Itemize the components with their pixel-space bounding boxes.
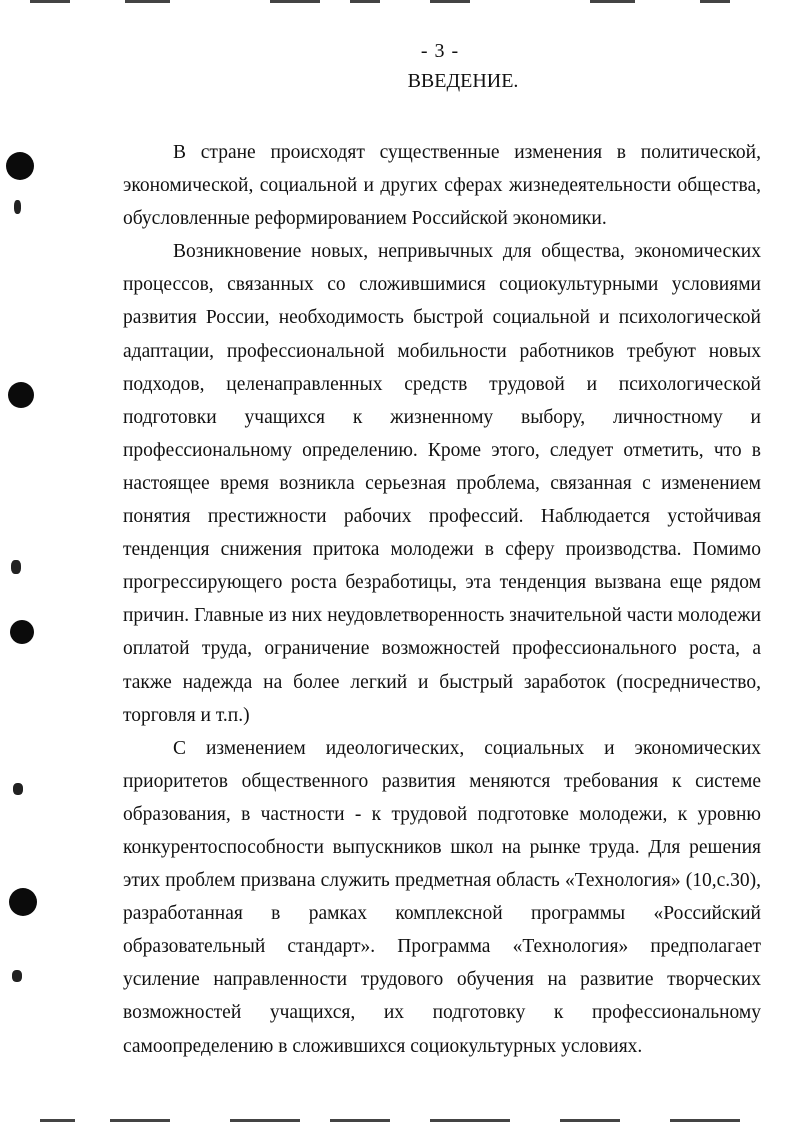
scan-mark (270, 0, 320, 3)
scan-top-edge-marks (0, 0, 793, 6)
paragraph: Возникновение новых, непривычных для общества, экономических процессов, связанных со сложившимися социокультурными условиями развития России, необходимость быстрой социальной и психологической адаптации, профессиональной мобильности работников требуют новых подходов, целенаправленных средств трудовой и психологической подготовки учащихся к жизненному выбору, личностному и профессиональному определению. Кроме этого, следует отметить, что в настоящее время возникла серьезная проблема, связанная с изменением понятия престижности рабочих профессий. Наблюдается устойчивая тенденция снижения притока молодежи в сферу производства. Помимо прогрессирующего роста безработицы, эта тенденция вызвана еще рядом причин. Главные из них неудовлетворенность значительной части молодежи оплатой труда, ограничение возможностей профессионального роста, а также надежда на более легкий и быстрый заработок (посредничество, торговля и т.п.) (123, 241, 761, 726)
scan-speck (11, 560, 21, 574)
scan-mark (670, 1119, 740, 1122)
scan-mark (560, 1119, 620, 1122)
document-body (123, 136, 761, 1063)
scan-mark (40, 1119, 75, 1122)
scan-mark (230, 1119, 300, 1122)
scan-mark (350, 0, 380, 3)
binder-hole (8, 382, 34, 408)
scan-mark (30, 0, 70, 3)
scan-mark (125, 0, 170, 3)
page-title: ВВЕДЕНИЕ. (407, 70, 519, 92)
paragraph: С изменением идеологических, социальных и экономических приоритетов общественного развития меняются требования к системе образования, в частности - к трудовой подготовке молодежи, к уровню конкурентоспособности выпускников школ на рынке труда. Для решения этих проблем призвана служить предметная область «Технология» (10,с.30), разработанная в рамках комплексной программы «Российский образовательный стандарт». Программа «Технология» предполагает усиление направленности трудового обучения на развитие творческих возможностей учащихся, их подготовку к профессиональному самоопределению в сложившихся социокультурных условиях. (123, 737, 761, 1057)
paragraph: В стране происходят существенные изменения в политической, экономической, социальной и других сферах жизнедеятельности общества, обусловленные реформированием Российской экономики. (123, 142, 761, 230)
scan-mark (430, 0, 470, 3)
page-number: - 3 - (420, 40, 460, 62)
binder-hole (6, 152, 34, 180)
binder-hole (9, 888, 37, 916)
scan-speck (14, 200, 21, 214)
scan-speck (13, 783, 23, 795)
binder-hole (10, 620, 34, 644)
scan-mark (430, 1119, 510, 1122)
scan-mark (700, 0, 730, 3)
scan-mark (330, 1119, 390, 1122)
scan-mark (590, 0, 635, 3)
scan-speck (12, 970, 22, 982)
scan-mark (110, 1119, 170, 1122)
scan-bottom-edge-marks (0, 1119, 793, 1125)
